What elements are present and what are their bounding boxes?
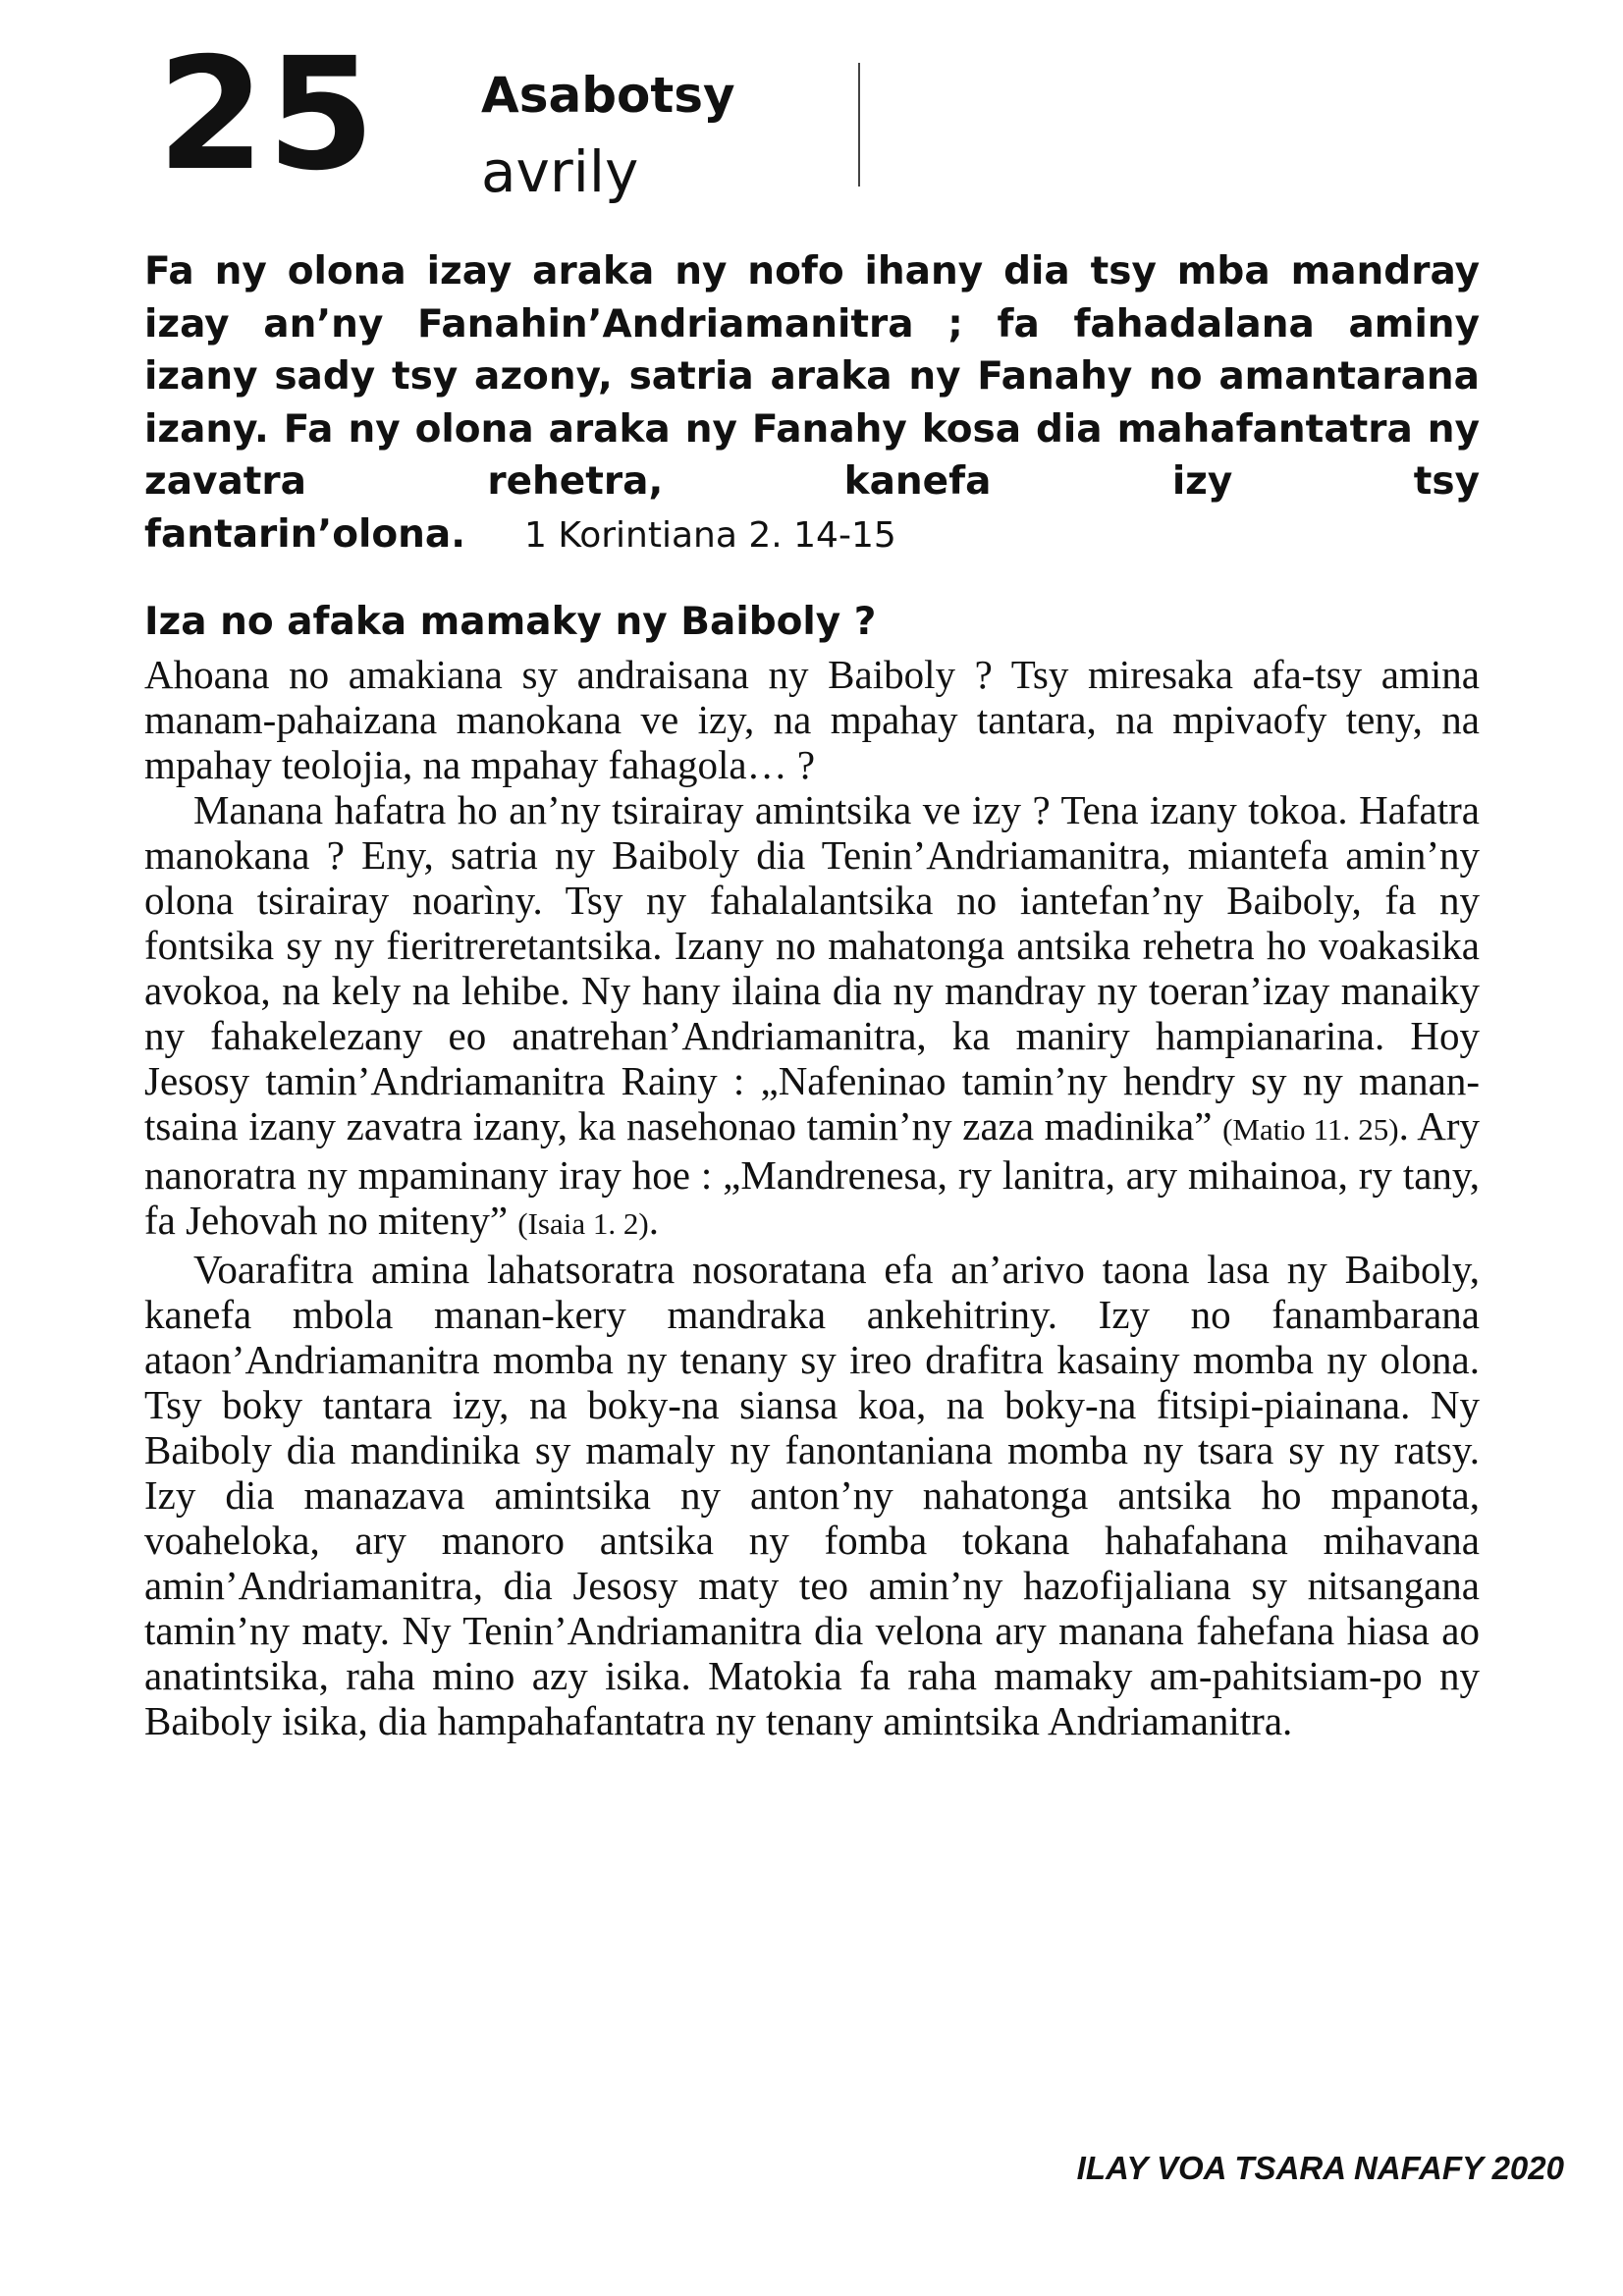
paragraph-2-text-c: . bbox=[648, 1198, 659, 1243]
weekday: Asabotsy bbox=[481, 67, 735, 124]
paragraph-1: Ahoana no amakiana sy andraisana ny Baiboly ? Tsy miresaka afa-tsy amina manam-pahaizana manokana ve izy, na mpahay tantara, na mpivaofy teny, na mpahay teolojia, na mpahay fahagola… ? bbox=[144, 652, 1480, 787]
article-title: Iza no afaka mamaky ny Baiboly ? bbox=[144, 600, 877, 644]
citation-isaia: (Isaia 1. 2) bbox=[517, 1206, 649, 1241]
header-divider bbox=[858, 63, 860, 187]
verse-text: Fa ny olona izay araka ny nofo ihany dia tsy mba mandray izay an’ny Fanahin’Andriamanitra ; fa fahadalana aminy izany sady tsy azony, satria araka ny Fanahy no amantarana izany. Fa ny olona araka ny Fanahy kosa dia mahafantatra ny zavatra rehetra, kanefa izy tsy fantarin’olona. bbox=[144, 249, 1480, 557]
footer-publication: ILAY VOA TSARA NAFAFY 2020 bbox=[1076, 2150, 1564, 2186]
daily-verse bbox=[144, 245, 1480, 561]
paragraph-2-text-b: . Ary nanoratra ny mpaminany iray hoe : „Mandrenesa, ry lanitra, ary mihainoa, ry tany, fa Jehovah no miteny” bbox=[144, 1103, 1480, 1243]
paragraph-2 bbox=[144, 787, 1480, 1247]
page-header bbox=[157, 25, 1532, 206]
paragraph-2-text-a: Manana hafatra ho an’ny tsirairay amintsika ve izy ? Tena izany tokoa. Hafatra manokana ? Eny, satria ny Baiboly dia Tenin’Andriamanitra, miantefa amin’ny olona tsirairay noarìny. Tsy ny fahalalantsika no iantefan’ny Baiboly, fa ny fontsika sy ny fieritreretantsika. Izany no mahatonga antsika rehetra ho voakasika avokoa, na kely na lehibe. Ny hany ilaina dia ny mandray ny toeran’izay manaiky ny fahakelezany eo anatrehan’Andriamanitra, ka maniry hampianarina. Hoy Jesosy tamin’Andriamanitra Rainy : „Nafeninao tamin’ny hendry sy ny manan-tsaina izany zavatra izany, ka nasehonao tamin’ny zaza madinika” bbox=[144, 787, 1480, 1148]
verse-reference: 1 Korintiana 2. 14-15 bbox=[524, 514, 896, 556]
day-number: 25 bbox=[157, 25, 377, 205]
paragraph-3: Voarafitra amina lahatsoratra nosoratana efa an’arivo taona lasa ny Baiboly, kanefa mbola manan-kery mandraka ankehitriny. Izy no fanambarana ataon’Andriamanitra momba ny tenany sy ireo drafitra kasainy momba ny olona. Tsy boky tantara izy, na boky-na siansa koa, na boky-na fitsipi-piainana. Ny Baiboly dia mandinika sy mamaly ny fanontaniana momba ny tsara sy ny ratsy. Izy dia manazava amintsika ny anton’ny nahatonga antsika ho mpanota, voaheloka, ary manoro antsika ny fomba tokana hahafahana mihavana amin’Andriamanitra, dia Jesosy maty teo amin’ny hazofijaliana sy nitsangana tamin’ny maty. Ny Tenin’Andriamanitra dia velona ary manana fahefana hiasa ao anatintsika, raha mino azy isika. Matokia fa raha mamaky am-pahitsiam-po ny Baiboly isika, dia hampahafantatra ny tenany amintsika Andriamanitra. bbox=[144, 1247, 1480, 1743]
citation-matio: (Matio 11. 25) bbox=[1222, 1112, 1399, 1147]
article-body bbox=[144, 652, 1480, 1743]
month: avrily bbox=[481, 138, 639, 205]
